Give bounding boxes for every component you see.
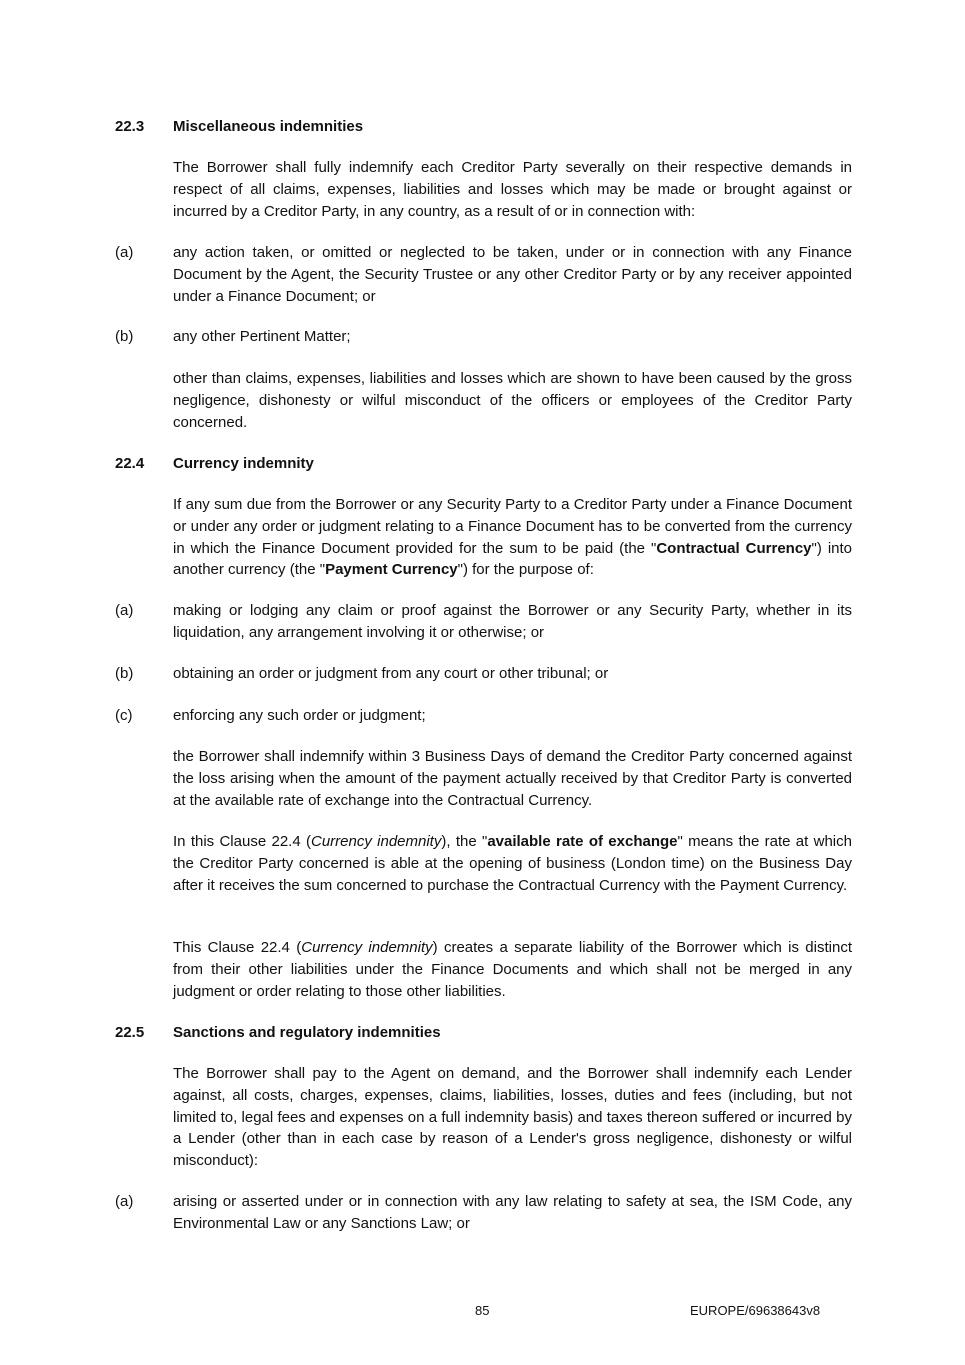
item-text: obtaining an order or judgment from any court or other tribunal; or [173,665,609,682]
item-label: (a) [115,602,134,619]
item-label: (b) [115,328,134,345]
item-label: (a) [115,1193,134,1210]
clause-reference: Currency indemnity [301,939,433,956]
clause-22-5-intro: The Borrower shall pay to the Agent on demand, and the Borrower shall indemnify each Lender against, all costs, charges, expenses, claims, liabilities, losses, duties and fees (including, but not limited to, legal fees and expenses on a full indemnity basis) and taxes thereon suffered or incurred by a Lender (other than in each case by reason of a Lender's gross negligence, dishonesty or wilful misconduct): [173,1065,852,1170]
document-reference: EUROPE/69638643v8 [690,1303,821,1318]
item-text: arising or asserted under or in connection with any law relating to safety at sea, the ISM Code, any Environmental Law or any Sanctions Law; or [173,1193,852,1232]
text-run: If any sum due from the Borrower or any Security Party to a Creditor Party under a Finance Document or under any order or judgment relating to a Finance Document has to be converted from the currency in which the Finance Document provided for the sum to be paid (the " [173,496,852,557]
text-run: ") into another currency (the " [173,539,853,579]
text-run: ") for the purpose of: [457,561,594,579]
clause-title: Miscellaneous indemnities [173,118,364,135]
clause-22-4-separate-liability [173,937,852,1002]
defined-term: available rate of exchange [487,833,678,850]
item-text: any action taken, or omitted or neglected to be taken, under or in connection with any Finance Document by the Agent, the Security Trustee or any other Creditor Party or by any receiver appointed under a Finance Document; or [173,244,852,305]
defined-term: Contractual Currency [656,539,812,557]
defined-term: Payment Currency [325,561,458,579]
clause-22-4-closing: the Borrower shall indemnify within 3 Business Days of demand the Creditor Party concerned against the loss arising when the amount of the payment actually received by that Creditor Party is converted at the available rate of exchange into the Contractual Currency. [173,748,852,809]
clause-number: 22.3 [115,118,145,135]
item-label: (c) [115,707,133,724]
text-run: " means the rate at which the Creditor Party concerned is able at the opening of business (London time) on the Business Day after it receives the sum concerned to purchase the Contractual Currency with the Payment Currency. [173,833,852,894]
text-run: In this Clause 22.4 ( [173,833,311,850]
clause-22-4-definition [173,831,852,896]
text-run: ) creates a separate liability of the Borrower which is distinct from their other liabilities under the Finance Documents and which shall not be merged in any judgment or order relating to those other liabilities. [173,939,852,1000]
clause-22-3-closing: other than claims, expenses, liabilities and losses which are shown to have been caused by the gross negligence, dishonesty or wilful misconduct of the officers or employees of the Creditor Party concerned. [173,370,852,431]
item-label: (a) [115,244,134,261]
clause-title: Sanctions and regulatory indemnities [173,1024,441,1041]
item-text: enforcing any such order or judgment; [173,707,426,724]
text-run: This Clause 22.4 ( [173,939,302,956]
clause-22-4-intro [173,494,852,581]
item-text: making or lodging any claim or proof against the Borrower or any Security Party, whether in its liquidation, any arrangement involving it or otherwise; or [173,602,852,641]
text-run: ), the " [441,833,488,850]
clause-title: Currency indemnity [173,455,314,472]
clause-22-3-intro: The Borrower shall fully indemnify each Creditor Party severally on their respective demands in respect of all claims, expenses, liabilities and losses which may be made or brought against or incurred by a Creditor Party, in any country, as a result of or in connection with: [173,159,852,220]
clause-reference: Currency indemnity [310,833,442,850]
clause-number: 22.5 [115,1024,145,1041]
page-number: 85 [475,1303,490,1318]
item-text: any other Pertinent Matter; [173,328,351,345]
item-label: (b) [115,665,134,682]
clause-number: 22.4 [115,455,145,472]
